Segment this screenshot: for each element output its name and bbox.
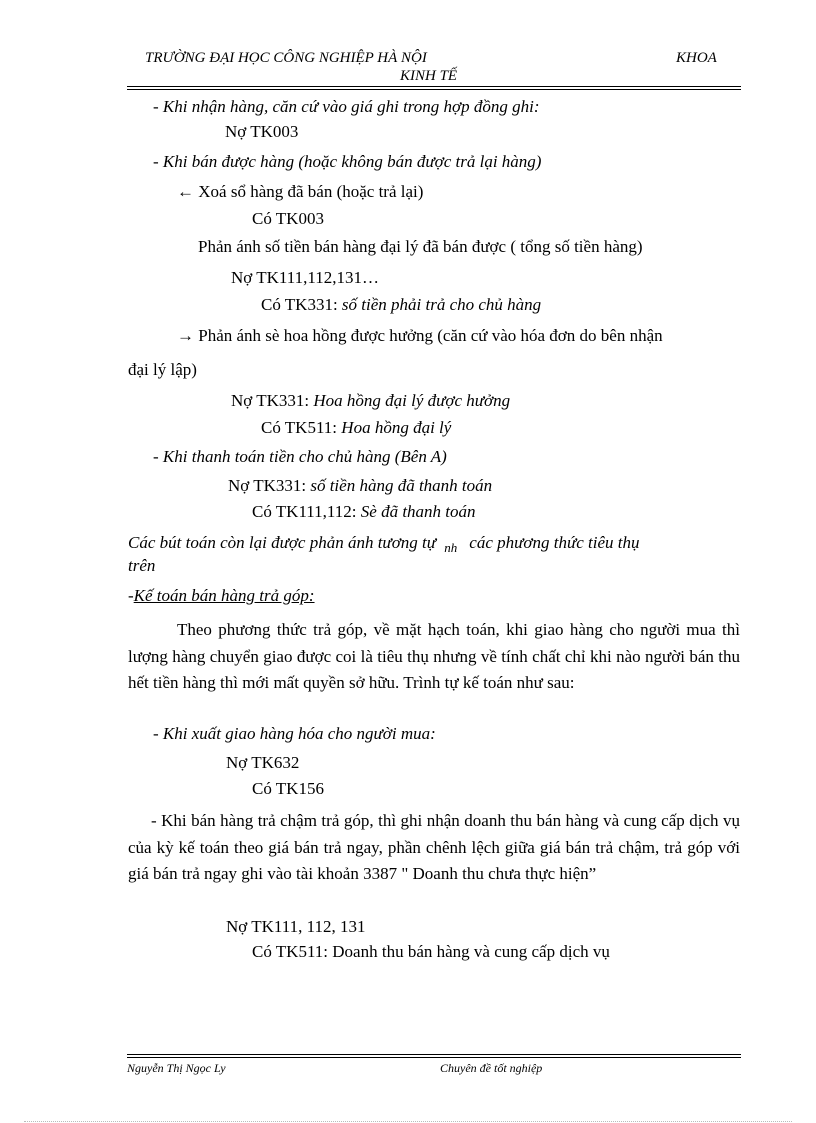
header-kinh-te: KINH TẾ <box>400 68 458 84</box>
line-ban-duoc-hang: - Khi bán được hàng (hoặc không bán được trả lại hàng) <box>153 152 542 171</box>
line-no-tk003: Nợ TK003 <box>225 122 299 141</box>
line-phan-anh-hoa-hong: → Phản ánh sè hoa hồng được hưởng (căn cứ vào hóa đơn do bên nhận <box>177 326 663 345</box>
heading-text: Kế toán bán hàng trả góp: <box>133 586 315 605</box>
account-code: Có TK511: <box>261 418 342 437</box>
text-part: nh <box>444 540 458 555</box>
line-no-tk111-112-131: Nợ TK111, 112, 131 <box>226 917 366 936</box>
line-no-tk632: Nợ TK632 <box>226 753 300 772</box>
line-no-tk111: Nợ TK111,112,131… <box>231 268 379 287</box>
page-edge-divider <box>24 1121 792 1122</box>
line-co-tk111-112 <box>252 502 476 522</box>
heading-dash: - <box>128 586 134 605</box>
account-desc: Hoa hồng đại lý <box>341 418 452 437</box>
line-tren: trên <box>128 556 156 575</box>
paragraph-tra-gop: Theo phương thức trả góp, về mặt hạch toán, khi giao hàng cho người mua thì lượng hàng chuyển giao được coi là tiêu thụ nhưng về tính chất chỉ khi nào người bán thu hết tiền hàng thì mới mất quyền sở hữu. Trình tự kế toán như sau: <box>128 620 740 692</box>
account-desc: số tiền hàng đã thanh toán <box>310 476 493 495</box>
line-no-tk331-thanh-toan <box>228 476 492 496</box>
line-co-tk511-doanh-thu: Có TK511: Doanh thu bán hàng và cung cấp dịch vụ <box>252 942 610 961</box>
footer-title: Chuyên đề tốt nghiệp <box>440 1061 543 1075</box>
line-xoa-so: ← Xoá sổ hàng đã bán (hoặc trả lại) <box>177 182 424 201</box>
line-co-tk156: Có TK156 <box>252 779 324 798</box>
line-phan-anh-so-tien: Phản ánh số tiền bán hàng đại lý đã bán được ( tổng số tiền hàng) <box>198 237 643 256</box>
account-desc: Sè đã thanh toán <box>360 502 476 521</box>
text-part: các phương thức tiêu thụ <box>469 533 640 552</box>
line-co-tk511-hoa-hong <box>261 418 451 438</box>
account-code: Nợ TK331: <box>228 476 311 495</box>
header-khoa: KHOA <box>676 50 717 66</box>
account-desc: Hoa hồng đại lý được hưởng <box>313 391 511 410</box>
header-rule-bottom <box>127 89 741 90</box>
line-co-tk331 <box>261 295 541 315</box>
footer-rule-top <box>127 1054 741 1055</box>
line-nhan-hang: - Khi nhận hàng, căn cứ vào giá ghi trong hợp đồng ghi: <box>153 97 540 116</box>
account-code: Có TK331: <box>261 295 342 314</box>
line-co-tk003: Có TK003 <box>252 209 324 228</box>
account-desc: số tiền phải trả cho chủ hàng <box>341 295 542 314</box>
account-code: Nợ TK331: <box>231 391 314 410</box>
paragraph-tra-cham: - Khi bán hàng trả chậm trả góp, thì ghi nhận doanh thu bán hàng và cung cấp dịch vụ của kỳ kế toán theo giá bán trả ngay, phần chênh lệch giữa giá bán trả chậm, trả góp với giá bán trả ngay ghi vào tài khoản 3387 " Doanh thu chưa thực hiện” <box>128 811 740 883</box>
header-school-name: TRƯỜNG ĐẠI HỌC CÔNG NGHIỆP HÀ NỘI <box>145 50 427 66</box>
line-xuat-giao-hang: - Khi xuất giao hàng hóa cho người mua: <box>153 724 436 743</box>
line-but-toan-con-lai <box>128 533 639 553</box>
line-dai-ly-lap: đại lý lập) <box>128 360 197 379</box>
line-thanh-toan: - Khi thanh toán tiền cho chủ hàng (Bên A) <box>153 447 447 466</box>
section-heading-tra-gop <box>128 586 315 606</box>
footer-rule-bottom <box>127 1057 741 1058</box>
footer-author: Nguyễn Thị Ngọc Ly <box>127 1061 226 1075</box>
line-no-tk331-hoa-hong <box>231 391 510 411</box>
account-code: Có TK111,112: <box>252 502 361 521</box>
text-part: Các bút toán còn lại được phản ánh tương tự <box>128 533 437 552</box>
header-rule-top <box>127 86 741 87</box>
